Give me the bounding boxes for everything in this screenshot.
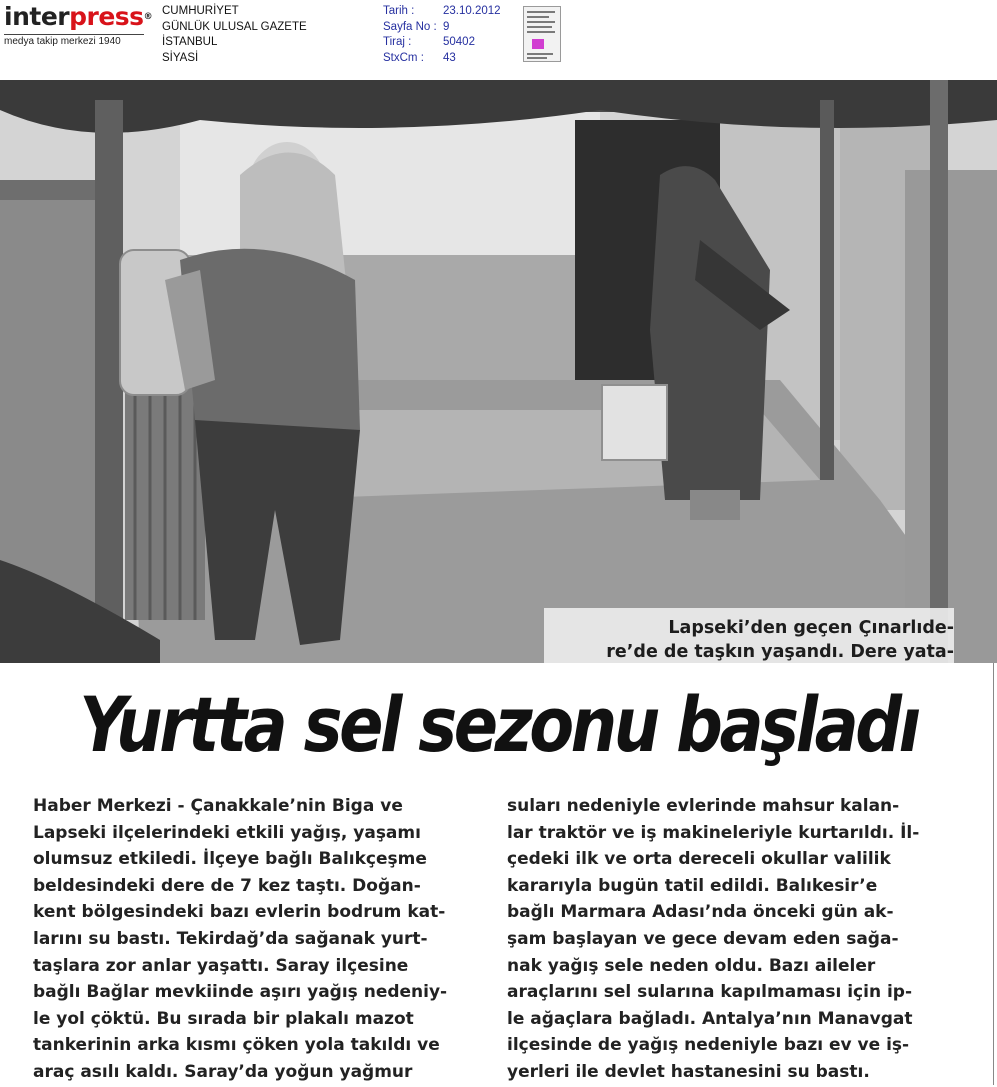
text-line: kararıyla bugün tatil edildi. Balıkesir’e — [507, 875, 878, 896]
text-line: beldesindeki dere de 7 kez taştı. Doğan- — [33, 875, 421, 896]
text-line: olumsuz etkiledi. İlçeye bağlı Balıkçeşme — [33, 849, 427, 870]
publication-type: GÜNLÜK ULUSAL GAZETE — [162, 20, 307, 33]
page-thumbnail — [523, 6, 561, 62]
text-line: bağlı Bağlar mevkiinde aşırı yağış nedeniy- — [33, 982, 448, 1003]
photo-caption: Lapseki’den geçen Çınarlıde- re’de de taşkın yaşandı. Dere yata- — [544, 608, 954, 663]
text-line: Lapseki ilçelerindeki etkili yağış, yaşamı — [33, 822, 421, 843]
text-line: lar traktör ve iş makineleriyle kurtarıldı. İl- — [507, 822, 920, 843]
logo-press: press — [69, 2, 144, 31]
text-line: Haber Merkezi - Çanakkale’nin Biga ve — [33, 796, 403, 816]
clipping-header — [0, 0, 997, 78]
text-line: larını su bastı. Tekirdağ’da sağanak yurt- — [33, 928, 428, 949]
meta-date: Tarih : 23.10.2012 — [383, 5, 501, 17]
text-line: araç asılı kaldı. Saray’da yoğun yağmur — [33, 1061, 413, 1082]
meta-circulation: Tiraj : 50402 — [383, 36, 475, 48]
publication-city: İSTANBUL — [162, 36, 218, 48]
text-line: le yol çöktü. Bu sırada bir plakalı mazot — [33, 1008, 414, 1029]
logo-registered: ® — [143, 12, 153, 22]
text-line: yerleri ile devlet hastanesini su bastı. — [507, 1061, 870, 1082]
meta-page: Sayfa No : 9 — [383, 20, 450, 33]
publication-info — [162, 4, 307, 66]
meta-stxcm: StxCm : 43 — [383, 51, 456, 64]
publication-name: CUMHURİYET — [162, 5, 239, 17]
text-line: le ağaçlara bağladı. Antalya’nın Manavgat — [507, 1008, 913, 1029]
article-headline: Yurtta sel sezonu başladı — [79, 680, 918, 769]
text-line: nak yağış sele neden oldu. Bazı aileler — [507, 955, 876, 976]
text-line: çedeki ilk ve orta dereceli okullar valilik — [507, 849, 891, 870]
logo-inter: inter — [4, 2, 70, 31]
text-line: suları nedeniyle evlerinde mahsur kalan- — [507, 796, 900, 816]
text-line: bağlı Marmara Adası’nda önceki gün ak- — [507, 902, 894, 923]
article-column-right — [507, 793, 947, 1086]
clipping-meta — [383, 4, 501, 66]
article-column-left — [33, 793, 473, 1086]
text-line: tankerinin arka kısmı çöken yola takıldı ve — [33, 1035, 440, 1056]
text-line: ilçesinde de yağış nedeniyle bazı ev ve iş- — [507, 1035, 910, 1056]
text-line: şam başlayan ve gece devam eden sağa- — [507, 928, 899, 949]
flood-photo-drawing — [0, 80, 997, 663]
publication-section: SİYASİ — [162, 51, 199, 64]
text-line: kent bölgesindeki bazı evlerin bodrum kat- — [33, 902, 446, 923]
flood-photo — [0, 80, 997, 663]
text-line: araçlarını sel sularına kapılmaması için ip- — [507, 982, 913, 1003]
logo-tagline: medya takip merkezi 1940 — [4, 34, 144, 47]
text-line: taşlara zor anlar yaşattı. Saray ilçesine — [33, 955, 409, 976]
interpress-logo — [4, 4, 154, 47]
